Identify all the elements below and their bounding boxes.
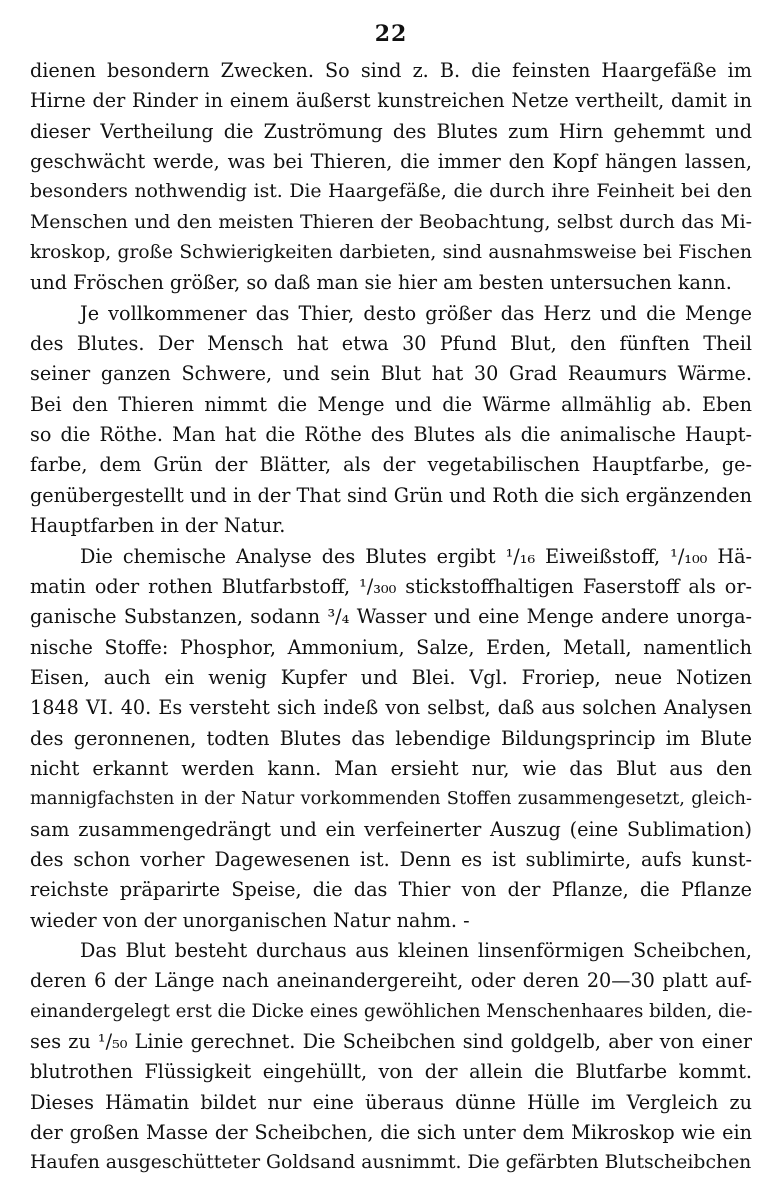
- text-line: Eisen, auch ein wenig Kupfer und Blei. Vgl. Froriep, neue Notizen: [30, 665, 752, 689]
- text-line: mannigfachsten in der Natur vorkommenden Stoffen zusammengesetzt, gleich-: [30, 788, 752, 810]
- text-line: nicht erkannt werden kann. Man ersieht nur, wie das Blut aus den: [30, 756, 752, 780]
- text-line: farbe, dem Grün der Blätter, als der vegetabilischen Hauptfarbe, ge-: [30, 453, 752, 477]
- text-line: ganische Substanzen, sodann ³/₄ Wasser und eine Menge andere unorga-: [30, 605, 752, 629]
- text-line: Je vollkommener das Thier, desto größer das Herz und die Menge: [80, 301, 752, 325]
- text-line: genübergestellt und in der That sind Grün und Roth die sich ergänzenden: [30, 483, 752, 507]
- text-line: Das Blut besteht durchaus aus kleinen linsenförmigen Scheibchen,: [80, 938, 752, 962]
- text-line: deren 6 der Länge nach aneinandergereiht, oder deren 20—30 platt auf-: [30, 969, 752, 993]
- paragraph: [30, 299, 752, 542]
- paragraph: [30, 936, 752, 1179]
- paragraph: [30, 542, 752, 936]
- text-line: des geronnenen, todten Blutes das lebendige Bildungsprincip im Blute: [30, 726, 752, 750]
- text-line: Menschen und den meisten Thieren der Beobachtung, selbst durch das Mi-: [30, 211, 752, 233]
- text-line: des Blutes. Der Mensch hat etwa 30 Pfund Blut, den fünften Theil: [30, 332, 752, 356]
- text-line: kroskop, große Schwierigkeiten darbieten, sind ausnahmsweise bei Fischen: [30, 242, 752, 264]
- text-line: einandergelegt erst die Dicke eines gewöhlichen Menschenhaares bilden, die-: [30, 1000, 752, 1022]
- text-line: besonders nothwendig ist. Die Haargefäße, die durch ihre Feinheit bei den: [30, 181, 752, 203]
- text-line: der großen Masse der Scheibchen, die sich unter dem Mikroskop wie ein: [30, 1121, 752, 1145]
- text-line: matin oder rothen Blutfarbstoff, ¹/₃₀₀ stickstoffhaltigen Faserstoff als or-: [30, 574, 752, 598]
- text-line: ses zu ¹/₅₀ Linie gerechnet. Die Scheibchen sind goldgelb, aber von einer: [30, 1030, 752, 1053]
- text-line: nische Stoffe: Phosphor, Ammonium, Salze, Erden, Metall, namentlich: [30, 635, 752, 659]
- book-page: [30, 16, 752, 1179]
- text-line: dienen besondern Zwecken. So sind z. B. die feinsten Haargefäße im: [30, 59, 752, 82]
- text-line: Dieses Hämatin bildet nur eine überaus dünne Hülle im Vergleich zu: [30, 1090, 752, 1114]
- text-line: des schon vorher Dagewesenen ist. Denn es ist sublimirte, aufs kunst-: [30, 847, 752, 871]
- text-line: und Fröschen größer, so daß man sie hier am besten untersuchen kann.: [30, 271, 732, 295]
- text-line: reichste präparirte Speise, die das Thier von der Pflanze, die Pflanze: [30, 878, 752, 902]
- text-line: sam zusammengedrängt und ein verfeinerter Auszug (eine Sublimation): [30, 817, 752, 841]
- text-line: Die chemische Analyse des Blutes ergibt ¹/₁₆ Eiweißstoff, ¹/₁₀₀ Hä-: [80, 544, 752, 568]
- text-line: wieder von der unorganischen Natur nahm. -: [30, 908, 470, 932]
- text-line: geschwächt werde, was bei Thieren, die immer den Kopf hängen lassen,: [30, 150, 752, 174]
- text-line: Bei den Thieren nimmt die Menge und die Wärme allmählig ab. Eben: [30, 392, 752, 416]
- paragraph: [30, 56, 752, 299]
- text-line: so die Röthe. Man hat die Röthe des Blutes als die animalische Haupt-: [30, 423, 752, 447]
- text-line: Hirne der Rinder in einem äußerst kunstreichen Netze vertheilt, damit in: [30, 89, 752, 113]
- text-line: seiner ganzen Schwere, und sein Blut hat 30 Grad Reaumurs Wärme.: [30, 362, 752, 386]
- text-line: Haufen ausgeschütteter Goldsand ausnimmt. Die gefärbten Blutscheibchen: [30, 1152, 752, 1174]
- page-number: 22: [374, 21, 408, 47]
- text-line: dieser Vertheilung die Zuströmung des Blutes zum Hirn gehemmt und: [30, 119, 752, 143]
- text-line: 1848 VI. 40. Es versteht sich indeß von selbst, daß aus solchen Analysen: [30, 696, 752, 720]
- body-text: [30, 56, 752, 1179]
- text-line: blutrothen Flüssigkeit eingehüllt, von der allein die Blutfarbe kommt.: [30, 1060, 752, 1084]
- text-line: Hauptfarben in der Natur.: [30, 514, 286, 538]
